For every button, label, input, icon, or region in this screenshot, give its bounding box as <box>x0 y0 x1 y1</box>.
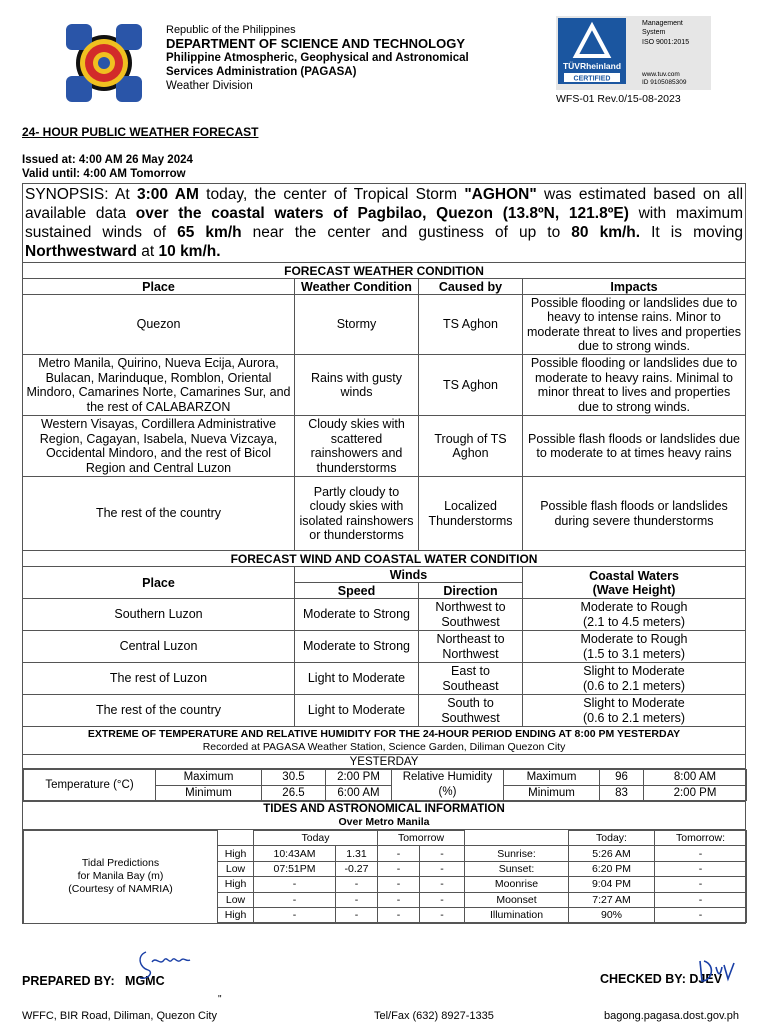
tide-tomorrow-time: - <box>378 907 420 922</box>
col-header-direction: Direction <box>419 583 523 599</box>
agency-name-line2: Services Administration (PAGASA) <box>166 66 357 78</box>
form-code: WFS-01 Rev.0/15-08-2023 <box>556 93 681 105</box>
tide-tomorrow-height: - <box>420 846 465 861</box>
checker-signature <box>694 955 740 987</box>
forecast-weather-title: FORECAST WEATHER CONDITION <box>23 263 746 279</box>
tides-heading <box>23 802 746 830</box>
table-row <box>23 695 746 727</box>
table-row <box>23 631 746 663</box>
table-row <box>23 295 746 355</box>
issued-at: Issued at: 4:00 AM 26 May 2024 <box>22 154 193 166</box>
coastal-cell: Moderate to Rough (2.1 to 4.5 meters) <box>523 599 746 631</box>
col-header-speed: Speed <box>295 583 419 599</box>
temperature-label: Temperature (°C) <box>24 770 156 801</box>
col-header-caused-by: Caused by <box>419 279 523 295</box>
cause-cell: TS Aghon <box>419 355 523 416</box>
yesterday-label: YESTERDAY <box>23 755 746 769</box>
cert-line-1: Management <box>642 20 683 27</box>
coastal-cell: Moderate to Rough (1.5 to 3.1 meters) <box>523 631 746 663</box>
condition-cell: Partly cloudy to cloudy skies with isolated rainshowers or thunderstorms <box>295 477 419 551</box>
tide-today-time: - <box>254 907 336 922</box>
extremes-title: EXTREME OF TEMPERATURE AND RELATIVE HUMIDITY FOR THE 24-HOUR PERIOD ENDING AT 8:00 PM YESTERDAY <box>87 728 681 740</box>
tide-tomorrow-header: Tomorrow <box>378 831 465 846</box>
prepared-by: PREPARED BY: MGMC <box>22 974 165 988</box>
division-name: Weather Division <box>166 80 253 92</box>
tide-type: Low <box>218 861 254 876</box>
astro-tomorrow-value: - <box>655 877 747 892</box>
place-cell: Southern Luzon <box>23 599 295 631</box>
astro-today-value: 6:20 PM <box>569 861 655 876</box>
extremes-table <box>23 769 746 802</box>
astro-tomorrow-header: Tomorrow: <box>655 831 747 846</box>
tides-title: TIDES AND ASTRONOMICAL INFORMATION <box>263 803 505 815</box>
table-row <box>23 663 746 695</box>
direction-cell: South to Southwest <box>419 695 523 727</box>
temp-min-value: 26.5 <box>262 785 326 801</box>
cause-cell: TS Aghon <box>419 295 523 355</box>
place-cell: Central Luzon <box>23 631 295 663</box>
coastal-cell: Slight to Moderate (0.6 to 2.1 meters) <box>523 695 746 727</box>
condition-cell: Stormy <box>295 295 419 355</box>
tide-tomorrow-time: - <box>378 861 420 876</box>
astro-tomorrow-value: - <box>655 907 747 922</box>
speed-cell: Light to Moderate <box>295 695 419 727</box>
temp-min-time: 6:00 AM <box>326 785 392 801</box>
agency-name-line1: Philippine Atmospheric, Geophysical and Astronomical <box>166 52 469 64</box>
place-cell: The rest of Luzon <box>23 663 295 695</box>
place-cell: The rest of the country <box>23 477 295 551</box>
tide-type: High <box>218 846 254 861</box>
speed-cell: Moderate to Strong <box>295 599 419 631</box>
preparer-signature <box>134 948 192 982</box>
impacts-cell: Possible flooding or landslides due to heavy to intense rains. Minor to moderate threat to lives and properties due to strong winds. <box>523 295 746 355</box>
tide-tomorrow-time: - <box>378 892 420 907</box>
col-header-winds: Winds <box>295 567 523 583</box>
table-row <box>23 477 746 551</box>
temp-max-time: 2:00 PM <box>326 770 392 786</box>
cert-id: ID 9105085309 <box>642 79 687 86</box>
temp-min-label: Minimum <box>156 785 262 801</box>
rh-max-label: Maximum <box>504 770 600 786</box>
cert-brand: TÜVRheinland <box>562 61 622 71</box>
tide-tomorrow-height: - <box>420 907 465 922</box>
temp-max-label: Maximum <box>156 770 262 786</box>
republic-line: Republic of the Philippines <box>166 24 296 36</box>
tide-type: High <box>218 877 254 892</box>
footer-website[interactable]: bagong.pagasa.dost.gov.ph <box>604 1010 739 1022</box>
direction-cell: Northeast to Northwest <box>419 631 523 663</box>
impacts-cell: Possible flooding or landslides due to moderate to heavy rains. Minimal to minor threat to lives and properties due to strong winds. <box>523 355 746 416</box>
table-row <box>23 599 746 631</box>
speed-cell: Moderate to Strong <box>295 631 419 663</box>
tide-today-height: - <box>336 877 378 892</box>
astro-today-header: Today: <box>569 831 655 846</box>
tidal-predictions-label: Tidal Predictions for Manila Bay (m) (Courtesy of NAMRIA) <box>24 831 218 923</box>
cert-line-2: System <box>642 29 666 36</box>
extremes-heading <box>23 727 746 755</box>
rh-min-label: Minimum <box>504 785 600 801</box>
place-cell: The rest of the country <box>23 695 295 727</box>
table-row <box>23 416 746 477</box>
tide-today-time: - <box>254 877 336 892</box>
astro-label: Moonset <box>465 892 569 907</box>
astro-today-value: 5:26 AM <box>569 846 655 861</box>
tide-today-time: - <box>254 892 336 907</box>
forecast-wind-title: FORECAST WIND AND COASTAL WATER CONDITION <box>23 551 746 567</box>
astro-tomorrow-value: - <box>655 846 747 861</box>
footer-address: WFFC, BIR Road, Diliman, Quezon City <box>22 1010 217 1022</box>
table-row <box>23 355 746 416</box>
document-title: 24- HOUR PUBLIC WEATHER FORECAST <box>22 125 259 139</box>
astro-today-value: 7:27 AM <box>569 892 655 907</box>
astro-label: Moonrise <box>465 877 569 892</box>
tide-type: High <box>218 907 254 922</box>
tide-type: Low <box>218 892 254 907</box>
rh-max-time: 8:00 AM <box>644 770 747 786</box>
tide-today-time: 10:43AM <box>254 846 336 861</box>
tide-tomorrow-time: - <box>378 877 420 892</box>
astro-tomorrow-value: - <box>655 892 747 907</box>
rh-min-time: 2:00 PM <box>644 785 747 801</box>
temp-max-value: 30.5 <box>262 770 326 786</box>
tide-tomorrow-time: - <box>378 846 420 861</box>
tide-today-height: - <box>336 907 378 922</box>
astro-today-value: 90% <box>569 907 655 922</box>
place-cell: Metro Manila, Quirino, Nueva Ecija, Aurora, Bulacan, Marinduque, Romblon, Oriental Mindoro, Camarines Norte, Camarines Sur, and the rest of CALABARZON <box>23 355 295 416</box>
speed-cell: Light to Moderate <box>295 663 419 695</box>
col-header-weather-condition: Weather Condition <box>295 279 419 295</box>
tide-tomorrow-height: - <box>420 892 465 907</box>
coastal-cell: Slight to Moderate (0.6 to 2.1 meters) <box>523 663 746 695</box>
col-header-coastal-waters: Coastal Waters (Wave Height) <box>523 567 746 599</box>
checked-by-name: DJEV <box>689 972 723 986</box>
prepared-by-name: MGMC <box>125 974 165 988</box>
tide-today-height: -0.27 <box>336 861 378 876</box>
tide-tomorrow-height: - <box>420 877 465 892</box>
tide-today-height: 1.31 <box>336 846 378 861</box>
tide-today-time: 07:51PM <box>254 861 336 876</box>
col-header-impacts: Impacts <box>523 279 746 295</box>
tide-today-header: Today <box>254 831 378 846</box>
cause-cell: Trough of TS Aghon <box>419 416 523 477</box>
quote-mark: " <box>218 994 222 1005</box>
rh-max-value: 96 <box>600 770 644 786</box>
astro-today-value: 9:04 PM <box>569 877 655 892</box>
tide-tomorrow-height: - <box>420 861 465 876</box>
condition-cell: Rains with gusty winds <box>295 355 419 416</box>
rh-min-value: 83 <box>600 785 644 801</box>
impacts-cell: Possible flash floods or landslides due to moderate to at times heavy rains <box>523 416 746 477</box>
place-cell: Quezon <box>23 295 295 355</box>
cert-web: www.tuv.com <box>642 71 680 78</box>
checked-by: CHECKED BY: DJEV <box>600 972 723 986</box>
direction-cell: East to Southeast <box>419 663 523 695</box>
cert-label: CERTIFIED <box>573 75 611 83</box>
tide-today-height: - <box>336 892 378 907</box>
forecast-table <box>22 183 746 924</box>
astro-label: Sunset: <box>465 861 569 876</box>
tuv-certification-badge <box>556 16 711 90</box>
astro-label: Illumination <box>465 907 569 922</box>
astro-tomorrow-value: - <box>655 861 747 876</box>
direction-cell: Northwest to Southwest <box>419 599 523 631</box>
department-name: DEPARTMENT OF SCIENCE AND TECHNOLOGY <box>166 36 466 51</box>
valid-until: Valid until: 4:00 AM Tomorrow <box>22 168 186 180</box>
col-header-place: Place <box>23 279 295 295</box>
tides-subtitle: Over Metro Manila <box>338 815 430 828</box>
extremes-recorded: Recorded at PAGASA Weather Station, Science Garden, Diliman Quezon City <box>202 740 566 753</box>
place-cell: Western Visayas, Cordillera Administrative Region, Cagayan, Isabela, Nueva Vizcaya, Occidental Mindoro, and the rest of Bicol Region and Central Luzon <box>23 416 295 477</box>
col-header-place: Place <box>23 567 295 599</box>
cause-cell: Localized Thunderstorms <box>419 477 523 551</box>
humidity-label: Relative Humidity (%) <box>392 770 504 801</box>
condition-cell: Cloudy skies with scattered rainshowers and thunderstorms <box>295 416 419 477</box>
tides-table <box>23 830 746 924</box>
dost-logo <box>60 20 148 106</box>
astro-label: Sunrise: <box>465 846 569 861</box>
cert-line-3: ISO 9001:2015 <box>642 39 690 46</box>
footer-telephone: Tel/Fax (632) 8927-1335 <box>374 1010 494 1022</box>
synopsis: SYNOPSIS: At 3:00 AM today, the center of Tropical Storm "AGHON" was estimated based on all available data over the coastal waters of Pagbilao, Quezon (13.8ºN, 121.8ºE) with maximum sustained winds of 65 km/h near the center and gustiness of up to 80 km/h. It is moving Northwestward at 10 km/h. <box>23 184 746 263</box>
impacts-cell: Possible flash floods or landslides during severe thunderstorms <box>523 477 746 551</box>
